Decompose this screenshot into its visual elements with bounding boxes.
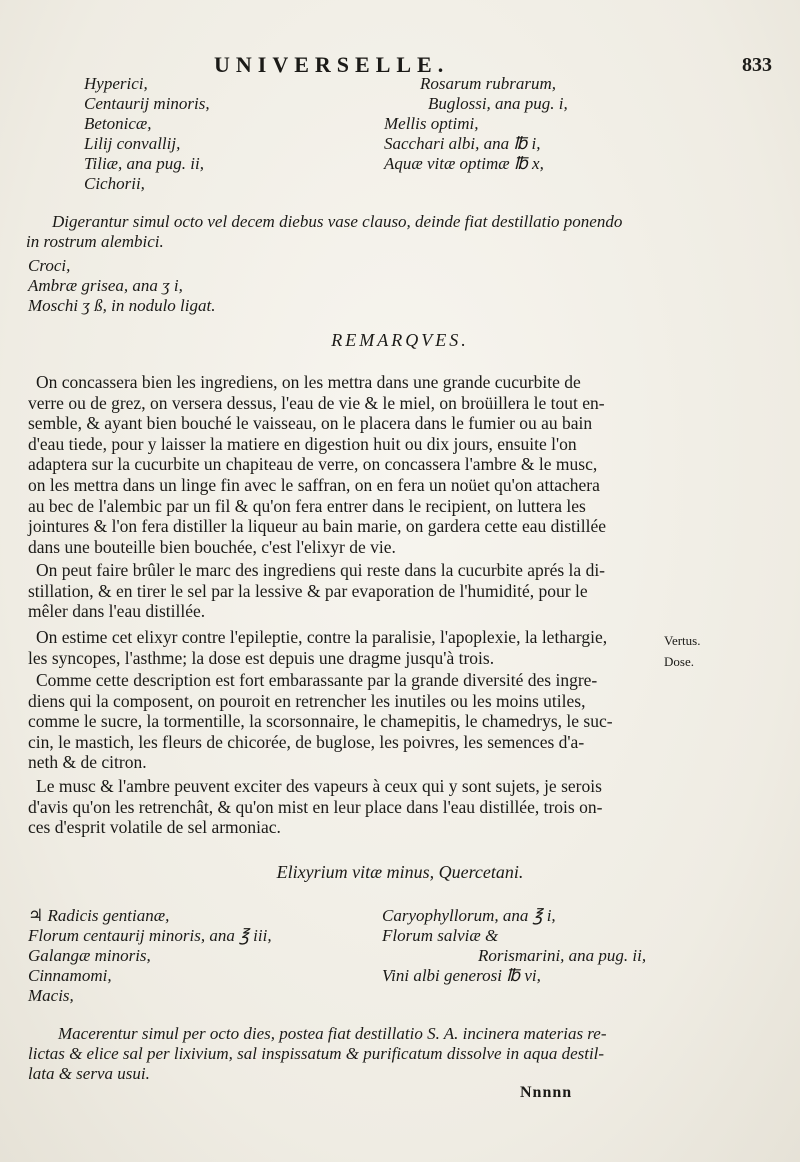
ingredient: Florum centaurij minoris, ana ℥ iii, (28, 926, 272, 945)
remarks-paragraph-3 (28, 627, 656, 668)
recipe1-right-column (384, 74, 568, 174)
text-line: neth & de citron. (28, 752, 147, 773)
page-number: 833 (742, 54, 772, 76)
recipe1-extra-items (28, 256, 668, 316)
ingredient: Rorismarini, ana pug. ii, (478, 946, 647, 965)
text-line: ces d'esprit volatile de sel armoniac. (28, 817, 281, 838)
instruction-line: lictas & elice sal per lixivium, sal inspissatum & purificatum dissolve in aqua destil- (28, 1044, 605, 1063)
margin-note-vertus: Vertus. (664, 633, 701, 648)
text-line: On estime cet elixyr contre l'epileptie, contre la paralisie, l'apoplexie, la lethargie, (36, 627, 608, 647)
ingredient: Buglossi, ana pug. i, (428, 94, 568, 113)
text-line: d'eau tiede, pour y laisser la matiere en digestion huit ou dix jours, ensuite l'on (28, 433, 577, 454)
recipe2-right-column (382, 906, 646, 986)
text-line: d'avis qu'on les retrenchât, & qu'on mist en leur place dans l'eau distillée, trois on- (28, 796, 603, 817)
text-line: adaptera sur la cucurbite un chapiteau de verre, on concassera l'ambre & le musc, (28, 454, 598, 475)
text-line: cin, le mastich, les fleurs de chicorée, de buglose, les poivres, les semences d'a- (28, 731, 585, 752)
text-line: verre ou de grez, on versera dessus, l'eau de vie & le miel, on broüillera le tout en- (28, 392, 605, 413)
text-line: diens qui la composent, on pouroit en retrencher les inutiles ou les moins utiles, (28, 690, 586, 711)
remarks-paragraph-2 (28, 560, 656, 622)
recipe1-instructions (26, 212, 692, 252)
remarks-paragraph-5 (28, 776, 656, 838)
recipe1-left-column (84, 74, 210, 194)
ingredient: Cinnamomi, (28, 966, 112, 985)
ingredient: ♃ Radicis gentianæ, (28, 906, 170, 925)
instruction-line: in rostrum alembici. (26, 232, 164, 251)
text-line: Le musc & l'ambre peuvent exciter des vapeurs à ceux qui y sont sujets, je serois (36, 776, 602, 796)
ingredient: Aquæ vitæ optimæ ℔ x, (384, 154, 544, 173)
running-head: UNIVERSELLE. (214, 52, 450, 77)
ingredient: Rosarum rubrarum, (420, 74, 557, 93)
ingredient: Centaurij minoris, (84, 94, 210, 113)
ingredient: Moschi ʒ ß, in nodulo ligat. (28, 296, 216, 315)
ingredient: Croci, (28, 256, 71, 275)
remarks-paragraph-4 (28, 670, 656, 773)
ingredient: Sacchari albi, ana ℔ i, (384, 134, 541, 153)
instruction-line: Macerentur simul per octo dies, postea fiat destillatio S. A. incinera materias re- (58, 1024, 607, 1043)
ingredient: Betonicæ, (84, 114, 152, 133)
text-line: Comme cette description est fort embarassante par la grande diversité des ingre- (36, 670, 598, 690)
text-line: stillation, & en tirer le sel par la lessive & par evaporation de l'humidité, pour le (28, 580, 588, 601)
text-line: mêler dans l'eau distillée. (28, 601, 206, 622)
ingredient: Mellis optimi, (384, 114, 479, 133)
text-line: jointures & l'on fera distiller la liqueur au bain marie, on gardera cette eau distillée (28, 516, 607, 537)
remarks-paragraph-1 (28, 372, 656, 557)
text-line: On concassera bien les ingrediens, on les mettra dans une grande cucurbite de (36, 372, 581, 392)
recipe2-title: Elixyrium vitæ minus, Quercetani. (276, 862, 524, 882)
instruction-line: Digerantur simul octo vel decem diebus vase clauso, deinde fiat destillatio ponendo (52, 212, 623, 231)
ingredient: Hyperici, (84, 74, 148, 93)
ingredient: Caryophyllorum, ana ℥ i, (382, 906, 556, 925)
text-line: dans une bouteille bien bouchée, c'est l'elixyr de vie. (28, 536, 396, 557)
ingredient: Vini albi generosi ℔ vi, (382, 966, 541, 985)
ingredient: Ambræ grisea, ana ʒ i, (28, 276, 183, 295)
ingredient: Galangæ minoris, (28, 946, 151, 965)
text-line: on les mettra dans un linge fin avec le saffran, on en fera un noüet qu'on attachera (28, 474, 600, 495)
recipe2-instructions (28, 1024, 698, 1084)
ingredient: Lilij convallij, (84, 134, 181, 153)
ingredient: Tiliæ, ana pug. ii, (84, 154, 204, 173)
signature-mark: Nnnnn (520, 1084, 573, 1101)
section-title: REMARQVES. (331, 330, 469, 350)
text-line: au bec de l'alembic par un fil & qu'on fera entrer dans le recipient, on luttera les (28, 495, 586, 516)
margin-note-dose: Dose. (664, 654, 694, 669)
text-line: On peut faire brûler le marc des ingrediens qui reste dans la cucurbite aprés la di- (36, 560, 606, 580)
ingredient: Florum salviæ & (382, 926, 499, 945)
ingredient: Cichorii, (84, 174, 145, 193)
instruction-line: lata & serva usui. (28, 1064, 150, 1083)
recipe2-left-column (28, 906, 272, 1006)
ingredient: Macis, (28, 986, 74, 1005)
text-line: semble, & ayant bien bouché le vaisseau, on le placera dans le fumier ou au bain (28, 413, 593, 434)
text-line: les syncopes, l'asthme; la dose est depuis une dragme jusqu'à trois. (28, 647, 495, 668)
text-line: comme le sucre, la tormentille, la scorsonnaire, le chamepitis, le chamedrys, le suc- (28, 711, 613, 732)
